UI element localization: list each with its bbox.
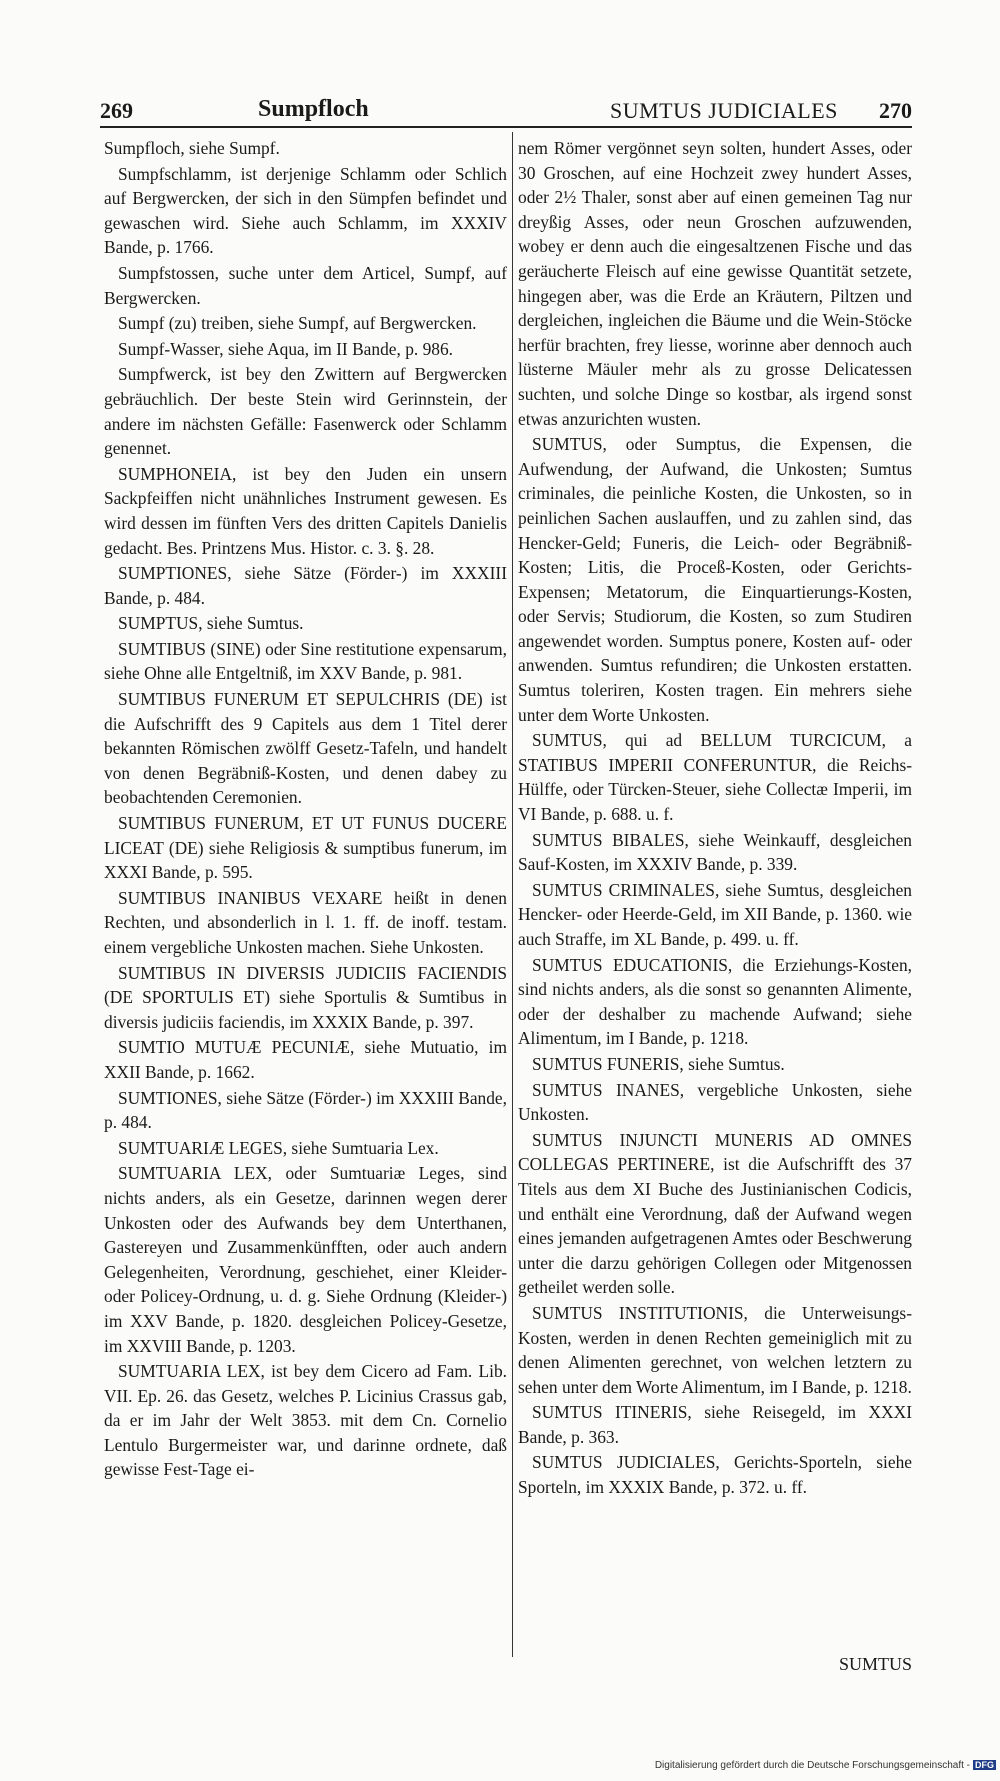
entry: SUMTIBUS (SINE) oder Sine restitutione expensarum, siehe Ohne alle Entgeltniß, im XXV Bande, p. 981. [104, 638, 507, 684]
entry: Sumpfwerck, ist bey den Zwittern auf Bergwercken gebräuchlich. Der beste Stein wird Gerinnstein, der andere im nächsten Gefälle: Fasenwerck oder Schlamm genennet. [104, 364, 507, 459]
entry: SUMTUARIÆ LEGES, siehe Sumtuaria Lex. [118, 1137, 439, 1158]
entry: SUMPTIONES, siehe Sätze (Förder-) im XXXIII Bande, p. 484. [104, 563, 507, 608]
entry: SUMTIONES, siehe Sätze (Förder-) im XXXIII Bande, p. 484. [104, 1087, 507, 1133]
entry: Sumpfstossen, suche unter dem Articel, Sumpf, auf Bergwercken. [104, 262, 507, 308]
entry: Sumpfloch, siehe Sumpf. [104, 138, 280, 158]
digitization-footer [655, 1760, 996, 1771]
entry: SUMTUS FUNERIS, siehe Sumtus. [532, 1053, 785, 1074]
dfg-logo: DFG [975, 1760, 994, 1770]
page-header [100, 92, 912, 126]
entry: SUMTUS, oder Sumptus, die Expensen, die Aufwendung, der Aufwand, die Unkosten; Sumtus criminales, die peinliche Kosten, die Unkosten, so in peinlichen Sachen auslauffen, und zu zahlen sind, das Hencker-Geld; Funeris, die Leich- oder Begräbniß-Kosten; Litis, die Proceß-Kosten, oder Gerichts-Expensen; Metatorum, die Einquartierungs-Kosten, oder Servis; Studiorum, die Kosten, so zum Studiren angewendet worden. Sumptus ponere, Kosten auf- oder anwenden. Sumtus refundiren; die Unkosten erstatten. Sumtus toleriren, Kosten tragen. Ein mehrers siehe unter dem Worte Unkosten. [518, 434, 912, 725]
entry: SUMTUS INJUNCTI MUNERIS AD OMNES COLLEGAS PERTINERE, ist die Aufschrifft des 37 Titels aus dem XI Buche des Justinianischen Codicis, und enthält eine Verordnung, daß der Aufwand wegen eines jemanden aufgetragenen Amtes oder Beschwerung unter die darzu gehörigen Collegen oder Mitgenossen getheilet werden solle. [518, 1129, 912, 1298]
entry: SUMTIBUS IN DIVERSIS JUDICIIS FACIENDIS (DE SPORTULIS ET) siehe Sportulis & Sumtibus in diversis judiciis faciendis, im XXXIX Bande, p. 397. [104, 962, 507, 1032]
entry: SUMPTUS, siehe Sumtus. [118, 613, 304, 634]
entry: Sumpfschlamm, ist derjenige Schlamm oder Schlich auf Bergwercken, der sich in den Sümpfen befindet und gewaschen wird. Siehe auch Schlamm, im XXXIV Bande, p. 1766. [104, 163, 507, 258]
entry: SUMTUS INSTITUTIONIS, die Unterweisungs-Kosten, werden in denen Rechten gemeiniglich mit zu denen Alimenten gerechnet, von welchen letztern zu sehen unter dem Worte Alimentum, im I Bande, p. 1218. [518, 1302, 912, 1397]
entry: SUMTUS BIBALES, siehe Weinkauff, desgleichen Sauf-Kosten, im XXXIV Bande, p. 339. [518, 829, 912, 875]
entry: SUMPHONEIA, ist bey den Juden ein unsern Sackpfeiffen nicht unähnliches Instrument gewesen. Es wird dessen im fünften Vers des dritten Capitels Danielis gedacht. Bes. Printzens Mus. Histor. c. 3. §. 28. [104, 463, 507, 558]
entry: SUMTUS EDUCATIONIS, die Erziehungs-Kosten, sind nichts anders, als die sonst so genannten Alimente, oder der deshalber zu machende Aufwand; siehe Alimentum, im I Bande, p. 1218. [518, 954, 912, 1049]
column-divider [512, 132, 513, 1657]
entry: nem Römer vergönnet seyn solten, hundert Asses, oder 30 Groschen, auf eine Hochzeit zwey hundert Asses, oder 2½ Thaler, sonst aber auf einen gemeinen Tag nur dreyßig Asses, oder neun Groschen aufzuwenden, wobey er denn auch die eingesaltzenen Fische und das geräucherte Fleisch auf eine gewisse Quantität setzete, hingegen aber, was die Erde an Kräutern, Piltzen und dergleichen, ingleichen die Bäume und die Wein-Stöcke herfür brachten, frey liesse, worinne aber dennoch auch lüsterne Mäuler mehr als zu grosse Delicatessen suchten, und solche Dinge so kostbar, als irgend sonst etwas anzurichten wusten. [518, 138, 912, 429]
entry: SUMTIO MUTUÆ PECUNIÆ, siehe Mutuatio, im XXII Bande, p. 1662. [104, 1037, 507, 1082]
entry: SUMTIBUS FUNERUM, ET UT FUNUS DUCERE LICEAT (DE) siehe Religiosis & sumptibus funerum, im XXXI Bande, p. 595. [104, 813, 507, 883]
entry: SUMTUS INANES, vergebliche Unkosten, siehe Unkosten. [518, 1079, 912, 1125]
left-running-title: Sumpfloch [258, 96, 369, 122]
entry: SUMTUS CRIMINALES, siehe Sumtus, desgleichen Hencker- oder Heerde-Geld, im XII Bande, p. 1360. wie auch Straffe, im XL Bande, p. 499. u. ff. [518, 879, 912, 949]
entry: SUMTUARIA LEX, oder Sumtuariæ Leges, sind nichts anders, als ein Gesetze, darinnen wegen derer Unkosten oder des Aufwands bey dem Unterthanen, Gastereyen und Zusammenkünfften, oder auch andern Gelegenheiten, Verordnung, geschiehet, einer Kleider- oder Policey-Ordnung, u. d. g. Siehe Ordnung (Kleider-) im XXV Bande, p. 1820. desgleichen Policey-Gesetze, im XXVIII Bande, p. 1203. [104, 1163, 507, 1356]
entry: SUMTUS JUDICIALES, Gerichts-Sporteln, siehe Sporteln, im XXXIX Bande, p. 372. u. ff. [518, 1452, 912, 1498]
header-rule [100, 126, 912, 128]
left-page-number: 269 [100, 98, 133, 123]
entry: SUMTIBUS FUNERUM ET SEPULCHRIS (DE) ist die Aufschrifft des 9 Capitels aus dem 1 Titel derer bekannten Römischen zwölff Gesetz-Tafeln, und handelt von denen Begräbniß-Kosten, und denen dabey zu beobachtenden Ceremonien. [104, 689, 507, 808]
entry: Sumpf-Wasser, siehe Aqua, im II Bande, p. 986. [118, 338, 454, 359]
entry: SUMTUARIA LEX, ist bey dem Cicero ad Fam. Lib. VII. Ep. 26. das Gesetz, welches P. Licinius Crassus gab, da er im Jahr der Welt 3853. mit dem Cn. Cornelio Lentulo Burgermeister war, und darinne ordnete, daß gewisse Fest-Tage ei- [104, 1361, 507, 1480]
entry: SUMTUS, qui ad BELLUM TURCICUM, a STATIBUS IMPERII CONFERUNTUR, die Reichs-Hülffe, oder Türcken-Steuer, siehe Collectæ Imperii, im VI Bande, p. 688. u. f. [518, 730, 912, 825]
entry: Sumpf (zu) treiben, siehe Sumpf, auf Bergwercken. [118, 313, 477, 334]
right-page-number: 270 [879, 98, 912, 123]
left-column [104, 136, 507, 1483]
footer-text: Digitalisierung gefördert durch die Deutsche Forschungsgemeinschaft - [654, 1760, 970, 1771]
right-column [518, 136, 912, 1501]
catchword: SUMTUS [838, 1654, 912, 1674]
entry: SUMTUS ITINERIS, siehe Reisegeld, im XXXI Bande, p. 363. [518, 1402, 912, 1447]
entry: SUMTIBUS INANIBUS VEXARE heißt in denen Rechten, und absonderlich in l. 1. ff. de inoff. testam. einem vergebliche Unkosten machen. Siehe Unkosten. [104, 887, 507, 957]
right-running-title: SUMTUS JUDICIALES [610, 98, 838, 123]
